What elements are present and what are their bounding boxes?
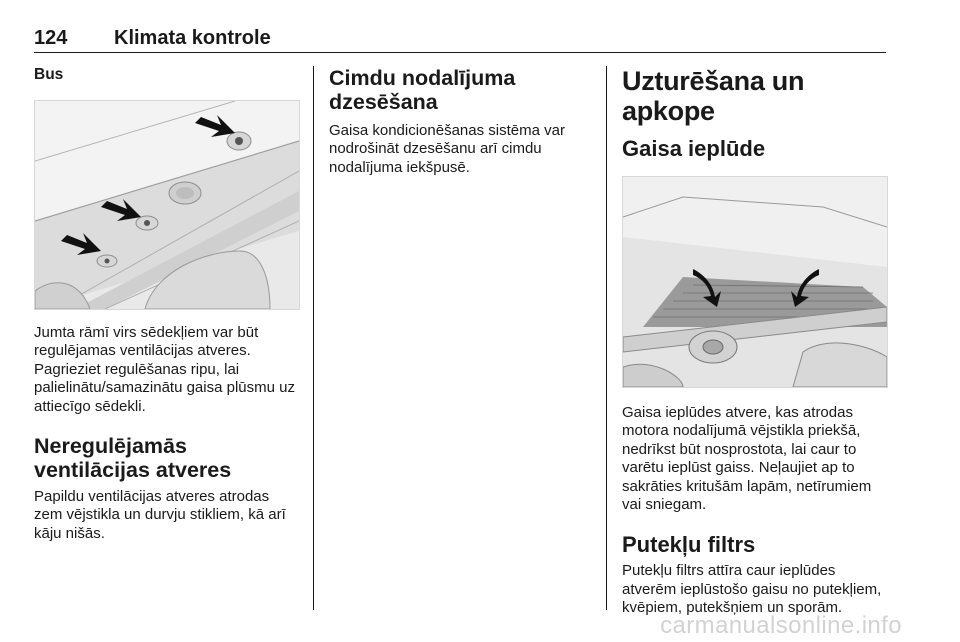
page-header (34, 26, 886, 53)
air-intake-heading: Gaisa ieplūde (622, 136, 766, 161)
column-right (622, 60, 890, 618)
air-intake-figure (622, 176, 888, 388)
watermark: carmanualsonline.info (660, 612, 902, 639)
section-label-bus: Bus (34, 66, 64, 83)
page-number: 124 (34, 27, 68, 49)
fixed-vents-heading: Neregulējamās ventilācijas atveres (34, 434, 232, 483)
glovebox-cooling-paragraph: Gaisa kondicionēšanas sistēma var nodrošināt dzesēšanu arī cimdu nodalījuma iekšpusē. (329, 122, 565, 176)
maintenance-heading: Uzturēšana un apkope (622, 66, 805, 126)
column-left (34, 60, 300, 543)
engine-bay-illustration (623, 177, 887, 387)
roof-vents-figure (34, 100, 300, 310)
bus-vents-paragraph: Jumta rāmī virs sēdekļiem var būt regulējamas ventilācijas atveres. Pagrieziet regulēšanas ripu, lai palielinātu/samazinātu gaisa plūsmu uz attiecīgo sēdekli. (34, 324, 295, 415)
pollen-filter-paragraph: Putekļu filtrs attīra caur ieplūdes atverēm ieplūstošo gaisu no putekļiem, kvēpiem, putekšņiem un sporām. (622, 562, 882, 617)
roof-vents-illustration (35, 101, 299, 309)
air-intake-paragraph: Gaisa ieplūdes atvere, kas atrodas motora nodalījumā vējstikla priekšā, nedrīkst būt nosprostota, lai caur to varētu ieplūst gaiss. Neļaujiet ap to sakrāties kritušām lapām, netīrumiem vai sniegam. (622, 404, 872, 514)
chapter-title: Klimata kontrole (114, 27, 271, 49)
column-divider-left (313, 66, 314, 610)
fixed-vents-paragraph: Papildu ventilācijas atveres atrodas zem vējstikla un durvju stikliem, kā arī kāju nišās. (34, 488, 286, 542)
column-middle (329, 60, 591, 177)
column-divider-right (606, 66, 607, 610)
glovebox-cooling-heading: Cimdu nodalījuma dzesēšana (329, 66, 516, 114)
pollen-filter-heading: Putekļu filtrs (622, 532, 756, 558)
